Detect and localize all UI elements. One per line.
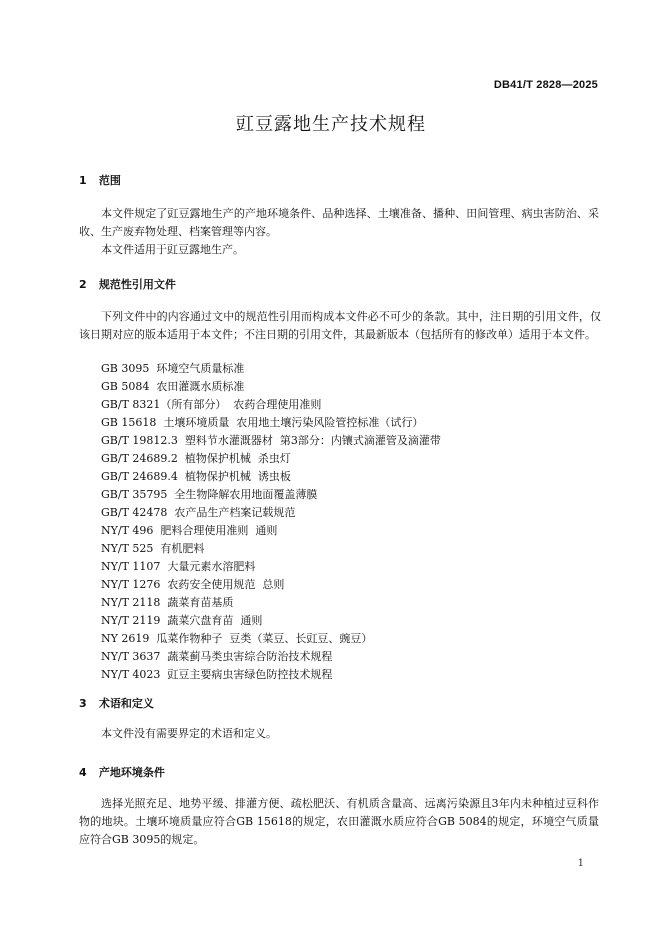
section-4-heading	[79, 764, 165, 780]
section-1-paragraph-2: 本文件适用于豇豆露地生产。	[101, 243, 244, 256]
reference-item: GB/T 35795 全生物降解农用地面覆盖薄膜	[101, 488, 318, 501]
page-number: 1	[577, 858, 584, 869]
reference-item: GB/T 19812.3 塑料节水灌溉器材 第3部分：内镶式滴灌管及滴灌带	[101, 434, 441, 447]
reference-item: NY/T 496 肥料合理使用准则 通则	[101, 524, 278, 537]
reference-item: GB 5084 农田灌溉水质标准	[101, 380, 245, 393]
section-4-paragraph-1: 选择光照充足、地势平缓、排灌方便、疏松肥沃、有机质含量高、远离污染源且3年内未种植过豆科作物的地块。土壤环境质量应符合GB 15618的规定，农田灌溉水质应符合GB 5084的规定，环境空气质量应符合GB 3095的规定。	[79, 797, 599, 846]
reference-item: NY/T 3637 蔬菜蓟马类虫害综合防治技术规程	[101, 650, 333, 663]
section-3-heading	[79, 695, 154, 711]
section-number: 4	[79, 766, 87, 779]
reference-item: GB/T 24689.4 植物保护机械 诱虫板	[101, 470, 291, 483]
section-title: 术语和定义	[98, 697, 154, 710]
section-2-paragraph-1: 下列文件中的内容通过文中的规范性引用而构成本文件必不可少的条款。其中，注日期的引用文件，仅该日期对应的版本适用于本文件；不注日期的引用文件，其最新版本（包括所有的修改单）适用于本文件。	[79, 310, 601, 341]
reference-item: NY/T 1107 大量元素水溶肥料	[101, 560, 256, 573]
reference-item: NY/T 1276 农药安全使用规范 总则	[101, 578, 285, 591]
section-number: 3	[79, 697, 87, 710]
reference-item: NY 2619 瓜菜作物种子 豆类（菜豆、长豇豆、豌豆）	[101, 632, 373, 645]
reference-item: GB 3095 环境空气质量标准	[101, 362, 245, 375]
reference-item: NY/T 4023 豇豆主要病虫害绿色防控技术规程	[101, 668, 333, 681]
section-title: 产地环境条件	[98, 766, 165, 779]
section-title: 规范性引用文件	[98, 278, 176, 291]
standard-code: DB41/T 2828—2025	[493, 79, 598, 91]
reference-item: NY/T 525 有机肥料	[101, 542, 205, 555]
normative-reference-list	[101, 360, 441, 684]
section-2-heading	[79, 276, 176, 292]
document-title: 豇豆露地生产技术规程	[236, 114, 426, 135]
reference-item: GB/T 24689.2 植物保护机械 杀虫灯	[101, 452, 291, 465]
section-title: 范围	[98, 174, 121, 187]
reference-item: GB 15618 土壤环境质量 农用地土壤污染风险管控标准（试行）	[101, 416, 424, 429]
section-number: 2	[79, 278, 87, 291]
section-1-heading	[79, 172, 121, 188]
section-number: 1	[79, 174, 87, 187]
reference-item: GB/T 8321（所有部分） 农药合理使用准则	[101, 398, 322, 411]
reference-item: NY/T 2119 蔬菜穴盘育苗 通则	[101, 614, 263, 627]
section-1-paragraph-1: 本文件规定了豇豆露地生产的产地环境条件、品种选择、土壤准备、播种、田间管理、病虫害防治、采收、生产废弃物处理、档案管理等内容。	[79, 207, 599, 238]
reference-item: NY/T 2118 蔬菜育苗基质	[101, 596, 234, 609]
reference-item: GB/T 42478 农产品生产档案记载规范	[101, 506, 296, 519]
section-3-paragraph-1: 本文件没有需要界定的术语和定义。	[101, 727, 277, 740]
